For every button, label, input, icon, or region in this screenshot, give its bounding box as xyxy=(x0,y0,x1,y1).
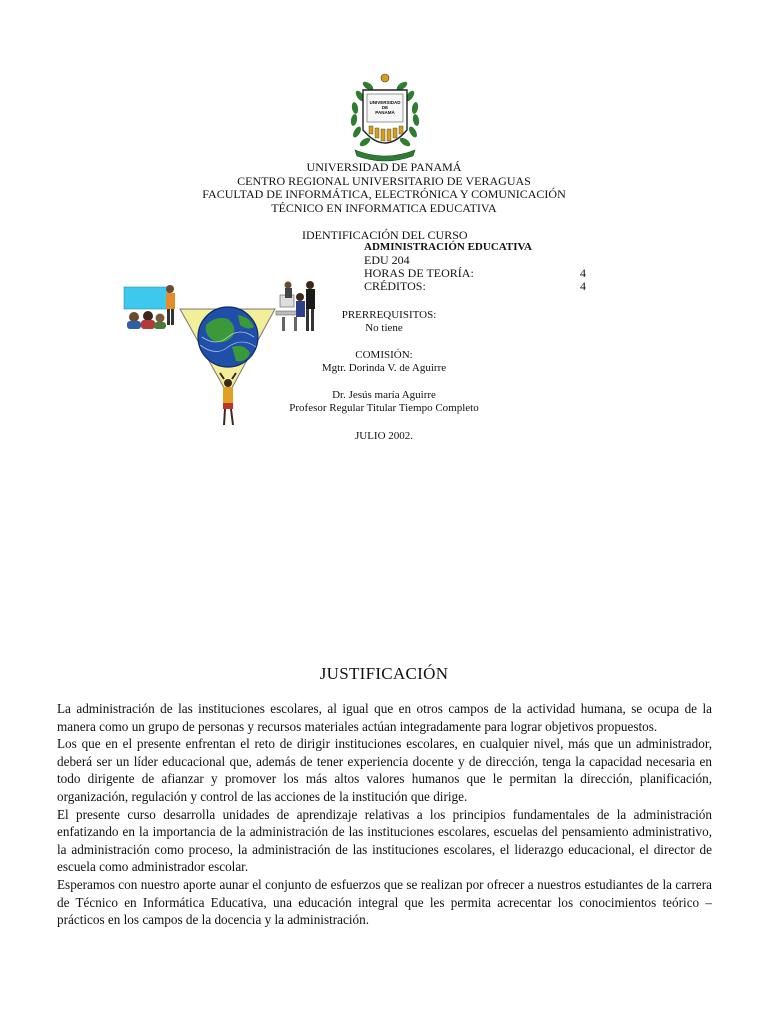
justification-paragraph: Los que en el presente enfrentan el reto de dirigir instituciones escolares, en cualquier nivel, más que un administrador, deberá ser un líder educacional que, además de tener experiencia docente y de dirección, tenga la capacidad necesaria en todo dirigente de afianzar y promover los más altos valores humanos que le permitan la dirección, planificación, organización, regulación y control de las acciones de la institución que dirige. xyxy=(57,736,712,804)
hours-label: HORAS DE TEORÍA: xyxy=(364,266,474,280)
commission-label: COMISIÓN: xyxy=(355,349,413,361)
commission-member-2-title: Profesor Regular Titular Tiempo Completo xyxy=(289,402,479,414)
prerequisites-label: PRERREQUISITOS: xyxy=(341,309,437,321)
crest-text-line: PANAMÁ xyxy=(375,110,395,115)
header-faculty: FACULTAD DE INFORMÁTICA, ELECTRÓNICA Y COMUNICACIÓN xyxy=(202,187,566,201)
course-name: ADMINISTRACIÓN EDUCATIVA xyxy=(364,241,532,253)
justification-body xyxy=(57,700,712,929)
justification-title: JUSTIFICACIÓN xyxy=(319,664,449,683)
crest-text-line: DE xyxy=(381,105,389,110)
header-program: TÉCNICO EN INFORMATICA EDUCATIVA xyxy=(271,200,497,215)
crest-text-line: UNIVERSIDAD xyxy=(369,100,401,105)
hours-value: 4 xyxy=(580,266,586,280)
crest-text xyxy=(360,100,410,115)
justification-paragraph: Esperamos con nuestro aporte aunar el conjunto de esfuerzos que se realizan por ofrecer a nuestros estudiantes de la carrera de Técnico en Informática Educativa, una educación integral que les permita acrecentar los conocimientos teórico – prácticos en los campos de la docencia y la administración. xyxy=(57,876,712,928)
credits-label: CRÉDITOS: xyxy=(364,279,426,293)
justification-paragraph: El presente curso desarrolla unidades de aprendizaje relativas a los principios fundamentales de la administración enfatizando en la importancia de la administración de las instituciones escolares, escuelas del pensamiento administrativo, la administración como proceso, la administración de las instituciones escolares, el liderazgo educacional, el director de escuela como administrador escolar. xyxy=(57,806,712,875)
prerequisites-value: No tiene xyxy=(365,322,403,334)
header-university: UNIVERSIDAD DE PANAMÁ xyxy=(306,160,462,174)
institution-header xyxy=(0,161,768,215)
course-credits-row xyxy=(364,280,594,293)
justification-paragraph: La administración de las instituciones escolares, al igual que en otros campos de la actividad humana, se ocupa de la manera como un grupo de personas y recursos materiales actúan integradamente para lograr objetivos propuestos. xyxy=(57,701,712,734)
university-crest-logo xyxy=(345,72,425,164)
credits-value: 4 xyxy=(580,279,586,293)
header-regional-center: CENTRO REGIONAL UNIVERSITARIO DE VERAGUAS xyxy=(237,173,531,188)
course-section-label: IDENTIFICACIÓN DEL CURSO xyxy=(302,228,468,242)
commission-member-1: Mgtr. Dorinda V. de Aguirre xyxy=(321,362,447,374)
commission-member-2: Dr. Jesús maría Aguirre xyxy=(332,389,436,401)
document-date: JULIO 2002. xyxy=(354,430,414,442)
course-code: EDU 204 xyxy=(364,253,410,267)
